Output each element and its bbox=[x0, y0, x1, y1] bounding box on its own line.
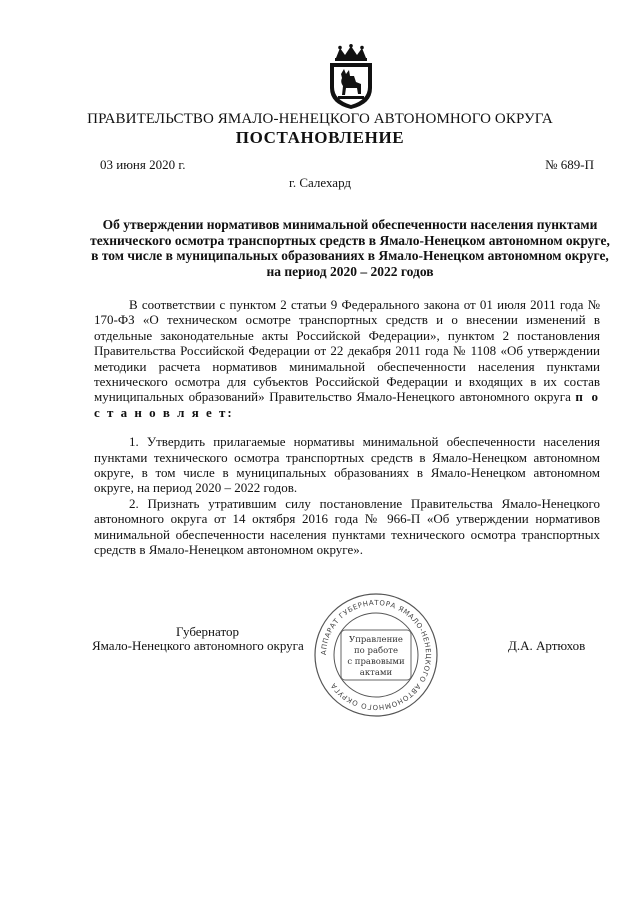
decree-word: п о с т а н о в л я е т: bbox=[94, 389, 600, 420]
stamp-line-2: по работе bbox=[354, 646, 398, 656]
item-1-paragraph: 1. Утвердить прилагаемые нормативы минимальной обеспеченности населения пунктами технического осмотра транспортных средств в Ямало-Ненецком автономном округе, в том числе в муниципальных образованиях в Ямало-Ненецком автономном округе, на период 2020 – 2022 годов. bbox=[94, 434, 600, 496]
document-date: 03 июня 2020 г. bbox=[100, 157, 186, 172]
government-name: ПРАВИТЕЛЬСТВО ЯМАЛО-НЕНЕЦКОГО АВТОНОМНОГО ОКРУГА bbox=[87, 111, 553, 127]
official-stamp bbox=[313, 592, 439, 718]
signature-role: Губернатор bbox=[176, 624, 239, 639]
item-2-paragraph: 2. Признать утратившим силу постановление Правительства Ямало-Ненецкого автономного округа от 14 октября 2016 года № 966-П «Об утверждении нормативов минимальной обеспеченности населения пунктами технического осмотра транспортных средств в Ямало-Ненецком автономном округе». bbox=[94, 495, 600, 558]
stamp-line-3: с правовыми bbox=[347, 657, 405, 667]
preamble-text: В соответствии с пунктом 2 статьи 9 Федерального закона от 01 июля 2011 года № 170-ФЗ «О техническом осмотре транспортных средств и о внесении изменений в отдельные законодательные акты Российской Федерации», пунктом 2 постановления Правительства Российской Федерации от 22 декабря 2011 года № 1108 «Об утверждении методики расчета нормативов минимальной обеспеченности населения пунктами технического осмотра для субъектов Российской Федерации и входящих в их состав муниципальных образований» Правительство Ямало-Ненецкого автономного округа bbox=[94, 297, 600, 405]
stamp-ring-text: АППАРАТ ГУБЕРНАТОРА ЯМАЛО-НЕНЕЦКОГО АВТОНОМНОГО ОКРУГА bbox=[319, 598, 433, 712]
signature-org: Ямало-Ненецкого автономного округа bbox=[92, 638, 304, 653]
document-type: ПОСТАНОВЛЕНИЕ bbox=[235, 128, 405, 147]
document-number: № 689-П bbox=[545, 157, 594, 172]
signature-name: Д.А. Артюхов bbox=[508, 638, 586, 653]
coat-of-arms-icon bbox=[326, 44, 376, 110]
document-title: Об утверждении нормативов минимальной обеспеченности населения пунктами технического осмотра транспортных средств в Ямало-Ненецком автономном округе, в том числе в муниципальных образованиях в Ямало-Ненецком автономном округе, на период 2020 – 2022 годов bbox=[90, 217, 610, 279]
stamp-line-1: Управление bbox=[349, 635, 403, 645]
document-body bbox=[94, 297, 600, 558]
stamp-line-4: актами bbox=[359, 668, 393, 678]
document-city: г. Салехард bbox=[288, 175, 352, 190]
preamble-paragraph bbox=[94, 297, 600, 420]
